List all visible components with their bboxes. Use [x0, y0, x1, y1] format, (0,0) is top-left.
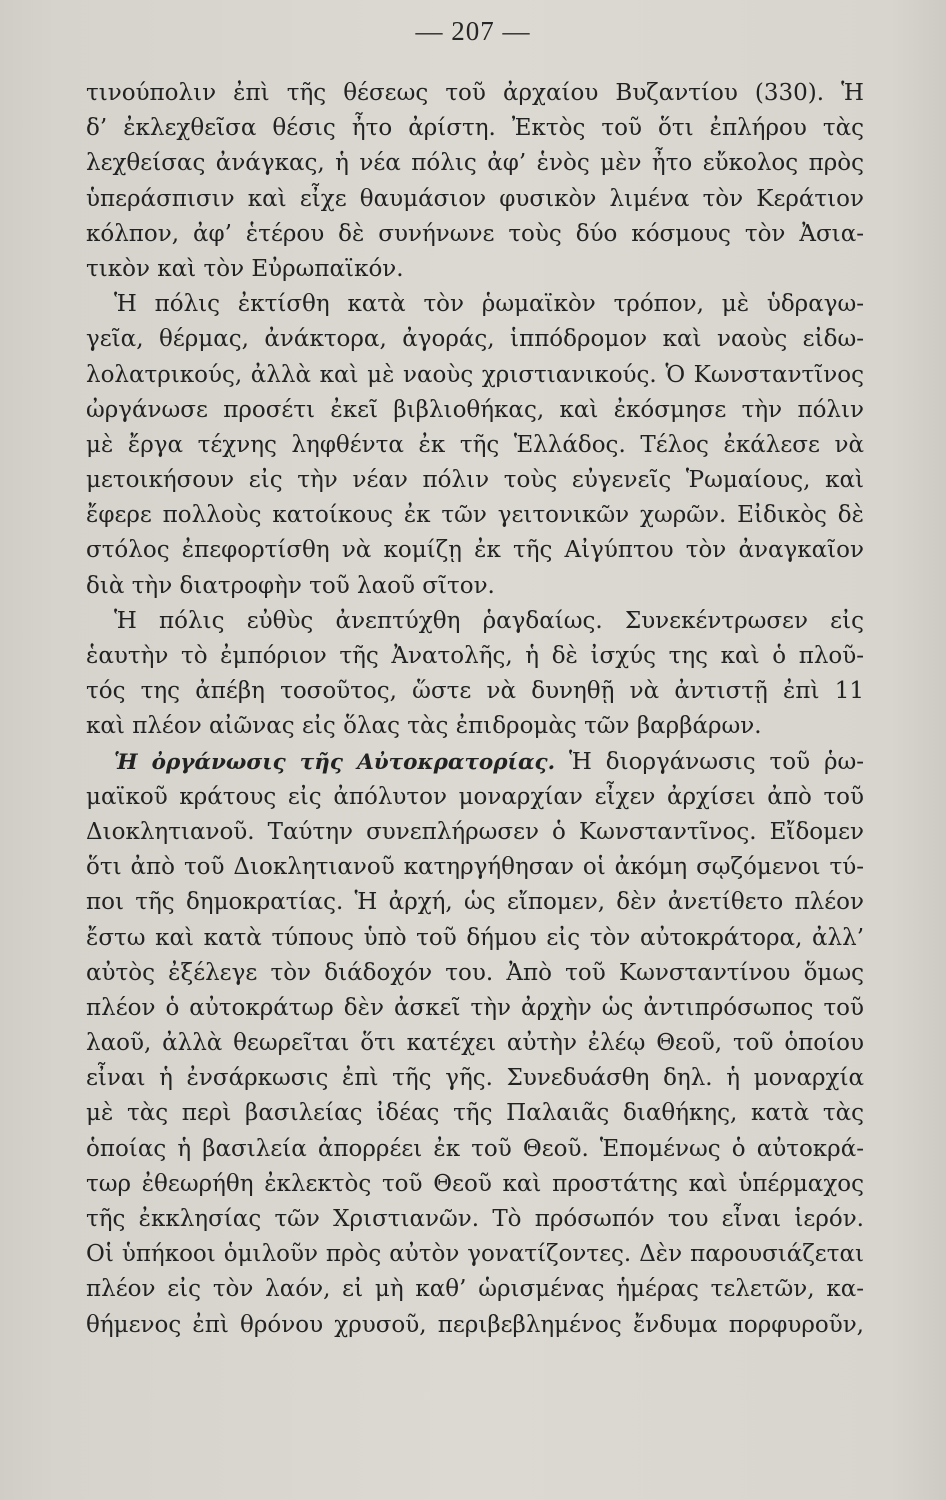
- paragraph-city-building: [86, 287, 864, 604]
- text-line: γεῖα, θέρμας, ἀνάκτορα, ἀγοράς, ἱππόδρομον καὶ ναοὺς εἰδω-: [86, 326, 864, 353]
- text-line: μετοικήσουν εἰς τὴν νέαν πόλιν τοὺς εὐγενεῖς Ῥωμαίους, καὶ: [86, 467, 864, 494]
- text-line: τωρ ἐθεωρήθη ἐκλεκτὸς τοῦ Θεοῦ καὶ προστάτης καὶ ὑπέρμαχος: [86, 1170, 864, 1197]
- text-line: ὁποίας ἡ βασιλεία ἀπορρέει ἐκ τοῦ Θεοῦ. Ἑπομένως ὁ αὐτοκρά-: [86, 1135, 864, 1162]
- text-line: πλέον εἰς τὸν λαόν, εἰ μὴ καθ’ ὡρισμένας ἡμέρας τελετῶν, κα-: [86, 1276, 864, 1303]
- text-line: Οἱ ὑπήκοοι ὁμιλοῦν πρὸς αὐτὸν γονατίζοντες. Δὲν παρουσιάζεται: [86, 1241, 864, 1268]
- text-line: λολατρικούς, ἀλλὰ καὶ μὲ ναοὺς χριστιανικούς. Ὁ Κωνσταντῖνος: [86, 361, 864, 388]
- text-line: διὰ τὴν διατροφὴν τοῦ λαοῦ σῖτον.: [86, 572, 495, 599]
- text-line: μαϊκοῦ κράτους εἰς ἀπόλυτον μοναρχίαν εἶχεν ἀρχίσει ἀπὸ τοῦ: [86, 783, 864, 810]
- text-line: ἑαυτὴν τὸ ἐμπόριον τῆς Ἀνατολῆς, ἡ δὲ ἰσχύς της καὶ ὁ πλοῦ-: [86, 643, 864, 669]
- text-line: θήμενος ἐπὶ θρόνου χρυσοῦ, περιβεβλημένος ἔνδυμα πορφυροῦν,: [86, 1311, 864, 1338]
- text-line: Ἡ πόλις ἐκτίσθη κατὰ τὸν ῥωμαϊκὸν τρόπον, μὲ ὑδραγω-: [114, 291, 864, 318]
- text-line: λαοῦ, ἀλλὰ θεωρεῖται ὅτι κατέχει αὐτὴν ἐλέῳ Θεοῦ, τοῦ ὁποίου: [86, 1030, 864, 1057]
- text-line: ὠργάνωσε προσέτι ἐκεῖ βιβλιοθήκας, καὶ ἐκόσμησε τὴν πόλιν: [86, 396, 864, 423]
- text-line: αὐτὸς ἐξέλεγε τὸν διάδοχόν του. Ἀπὸ τοῦ Κωνσταντίνου ὅμως: [86, 959, 864, 986]
- text-line: μὲ ἔργα τέχνης ληφθέντα ἐκ τῆς Ἑλλάδος. Τέλος ἐκάλεσε νὰ: [86, 431, 864, 458]
- text-line: τικὸν καὶ τὸν Εὐρωπαϊκόν.: [86, 255, 404, 282]
- page-number: — 207 —: [415, 16, 531, 46]
- text-run: Ἡ διοργάνωσις τοῦ ῥω-: [569, 748, 865, 775]
- text-line: τινούπολιν ἐπὶ τῆς θέσεως τοῦ ἀρχαίου Βυζαντίου (330). Ἡ: [86, 80, 864, 106]
- paragraph-empire-organization: [86, 745, 864, 1343]
- section-heading: Ἡ ὀργάνωσις τῆς Αὐτοκρατορίας.: [114, 749, 556, 775]
- paragraph-constantinople-site: [86, 76, 864, 287]
- text-line: τῆς ἐκκλησίας τῶν Χριστιανῶν. Τὸ πρόσωπόν του εἶναι ἱερόν.: [86, 1206, 864, 1232]
- text-line: πλέον ὁ αὐτοκράτωρ δὲν ἀσκεῖ τὴν ἀρχὴν ὡς ἀντιπρόσωπος τοῦ: [86, 994, 864, 1021]
- text-line: μὲ τὰς περὶ βασιλείας ἰδέας τῆς Παλαιᾶς διαθήκης, κατὰ τὰς: [86, 1100, 864, 1127]
- text-line: λεχθείσας ἀνάγκας, ἡ νέα πόλις ἀφ’ ἑνὸς μὲν ἦτο εὔκολος πρὸς: [86, 150, 864, 177]
- text-line: ὅτι ἀπὸ τοῦ Διοκλητιανοῦ κατηργήθησαν οἱ ἀκόμη σῳζόμενοι τύ-: [86, 854, 864, 881]
- text-line: τός της ἀπέβη τοσοῦτος, ὥστε νὰ δυνηθῇ νὰ ἀντιστῇ ἐπὶ 11: [86, 678, 864, 705]
- text-line: ὑπεράσπισιν καὶ εἶχε θαυμάσιον φυσικὸν λιμένα τὸν Κεράτιον: [86, 185, 864, 212]
- text-line: στόλος ἐπεφορτίσθη νὰ κομίζῃ ἐκ τῆς Αἰγύπτου τὸν ἀναγκαῖον: [86, 537, 864, 564]
- text-line: [86, 745, 864, 780]
- text-line: κόλπον, ἀφ’ ἑτέρου δὲ συνήνωνε τοὺς δύο κόσμους τὸν Ἀσια-: [86, 220, 864, 247]
- text-line: Ἡ πόλις εὐθὺς ἀνεπτύχθη ῥαγδαίως. Συνεκέντρωσεν εἰς: [114, 607, 864, 634]
- text-line: ποι τῆς δημοκρατίας. Ἡ ἀρχή, ὡς εἴπομεν, δὲν ἀνετίθετο πλέον: [86, 889, 864, 916]
- text-line: εἶναι ἡ ἐνσάρκωσις ἐπὶ τῆς γῆς. Συνεδυάσθη δηλ. ἡ μοναρχία: [86, 1065, 864, 1092]
- text-line: Διοκλητιανοῦ. Ταύτην συνεπλήρωσεν ὁ Κωνσταντῖνος. Εἴδομεν: [86, 818, 864, 845]
- text-line: ἔστω καὶ κατὰ τύπους ὑπὸ τοῦ δήμου εἰς τὸν αὐτοκράτορα, ἀλλ’: [86, 924, 864, 951]
- body-text: [86, 76, 864, 1343]
- text-line: δ’ ἐκλεχθεῖσα θέσις ἦτο ἀρίστη. Ἐκτὸς τοῦ ὅτι ἐπλήρου τὰς: [86, 115, 864, 142]
- text-line: καὶ πλέον αἰῶνας εἰς ὅλας τὰς ἐπιδρομὰς τῶν βαρβάρων.: [86, 713, 762, 740]
- text-line: ἔφερε πολλοὺς κατοίκους ἐκ τῶν γειτονικῶν χωρῶν. Εἰδικὸς δὲ: [86, 502, 864, 529]
- paragraph-city-growth: [86, 604, 864, 745]
